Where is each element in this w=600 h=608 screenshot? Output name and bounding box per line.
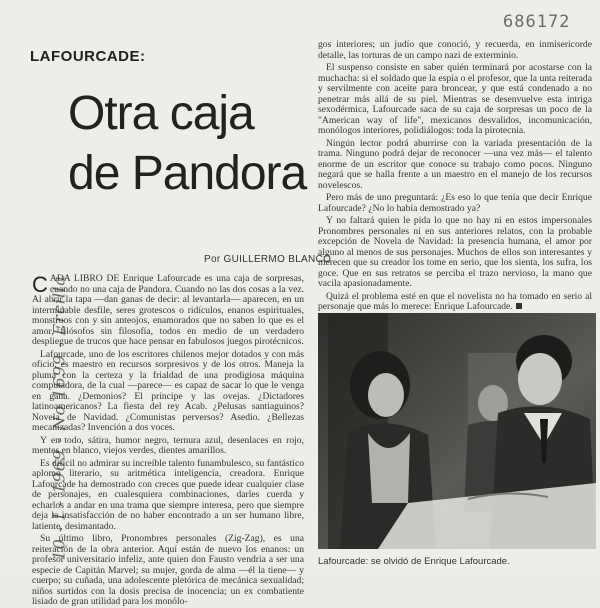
paragraph: Y no faltará quien le pida lo que no hay ni en estos impersonales Pronombres personales ni en sus anteriores relatos, con la probable excepción de Novela de Navidad: la presencia humana, el amor por alguno al menos de sus personajes. Muchos de ellos son interesantes y merecen que su creador los tome en serio, que los sienta, los sufra, los goce. Que en sus retratos se perciba el trazo nervioso, la mano que vacila apasionadamente.	[318, 215, 592, 289]
paragraph: Lafourcade, uno de los escritores chilenos mejor dotados y con más oficio, es maestro en recursos sorpresivos y de los otros. Maneja la pluma con la certeza y la frialdad de una prodigiosa máquina computadora, de la cual —parece— es capaz de sacar lo que le venga en gana. ¿Demonios? El príncipe y las ovejas. ¿Dictadores latinoamericanos? La fiesta del rey Acab. ¿Pelusas santiaguinos? Novela de Navidad. ¿Comunistas perversos? Asedio. ¿Bellezas mecanizadas? Invención a dos voces.	[32, 348, 304, 433]
photo-caption: Lafourcade: se olvidó de Enrique Lafourcade.	[318, 556, 510, 567]
handwritten-catalog-number: 686172	[503, 12, 571, 32]
article-title	[68, 84, 308, 204]
photo-illustration	[318, 313, 596, 549]
article-photo	[318, 313, 596, 549]
end-mark-icon	[516, 303, 522, 309]
handwritten-date-note: 10 - I - 1969 - No 1699 - Ercilla	[49, 275, 69, 561]
paragraph: gos interiores; un judío que conoció, y recuerda, en inmisericorde detalle, las torturas de un campo nazi de exterminio.	[318, 39, 592, 61]
drop-cap: C	[32, 272, 48, 297]
paragraph: Pero más de uno preguntará: ¿Es eso lo que tenía que decir Enrique Lafourcade? ¿No lo había demostrado ya?	[318, 192, 592, 214]
paragraph: Y en todo, sátira, humor negro, ternura azul, desenlaces en rojo, mentes en blanco, viejos verdes, dientes amarillos.	[32, 434, 304, 456]
title-line-1: Otra caja	[68, 87, 254, 140]
left-column	[32, 272, 304, 607]
paragraph: Ningún lector podrá aburrirse con la variada presentación de la trama. Ninguno podrá dejar de reconocer —una vez más— el talento enorme de un escritor que conoce su trabajo como pocos. Ninguno negará que se halla frente a un maestro en el manejo de los recursos novelescos.	[318, 137, 592, 191]
paragraph: Quizá el problema esté en que el novelista no ha tomado en serio al personaje que más lo merece: Enrique Lafourcade.	[318, 290, 592, 312]
article-byline: Por GUILLERMO BLANCO	[204, 254, 332, 265]
right-column	[318, 39, 592, 312]
paragraph: Su último libro, Pronombres personales (Zig-Zag), es una reiteración de la obra anterior. Aquí están de nuevo los enanos: un profesor universitario infeliz, ante quien don Fausto vendría a ser una especie de Capitán Marvel; su mujer, gorda de alma —él la tiene— y cuerpo; su cuñada, una adolescente pletórica de mecánica sexualidad; niños surtidos con la dosis precisa de inocencia; un ex combatiente lisiado de gran utilidad para los monólo-	[32, 533, 304, 607]
article-kicker: LAFOURCADE:	[30, 48, 146, 65]
paragraph: Es difícil no admirar su increíble talento funambulesco, su fantástico aplomo literario, su aritmética inteligencia, creadora. Enrique Lafourcade ha demostrado con creces que puede idear cualquier clase de personajes, en cualesquiera combinaciones, darles cuerda y echarlos a andar en una trama que siempre interesa, pero que siempre deja la insatisfacción de no haber encontrado a un ser humano libre, latiente, desimantado.	[32, 457, 304, 532]
paragraph: El suspenso consiste en saber quién terminará por acostarse con la muchacha: si el soldado que la espía o el profesor, que la unta reiterada y servilmente con aceite para broncear, y que está condenado a no penetrar más allá de su piel. Mientras se desenvuelve esta intriga sexodérmica, Lafourcade saca de su caja de sorpresas un poco de la "American way of life", mexicanos desvalidos, incomunicación, monólogos interiores, polidiálogos: toda la pirotecnia.	[318, 62, 592, 136]
title-line-2: de Pandora	[68, 147, 307, 200]
paragraph: CADA LIBRO DE Enrique Lafourcade es una caja de sorpresas, cuando no una caja de Pandora. Cuando no las dos cosas a la vez. Al abrir la tapa —dan ganas de decir: al levantarla— aparecen, en un interminable desfile, seres grotescos o ridículos, enanos espirituales, monstruos con y sin anteojos, enamorados que no saben lo que es el amor, filósofos sin filosofía, todos en medio de un verdadero despliegue de trucos que hace pensar en fabulosos juegos pirotécnicos.	[32, 272, 304, 347]
